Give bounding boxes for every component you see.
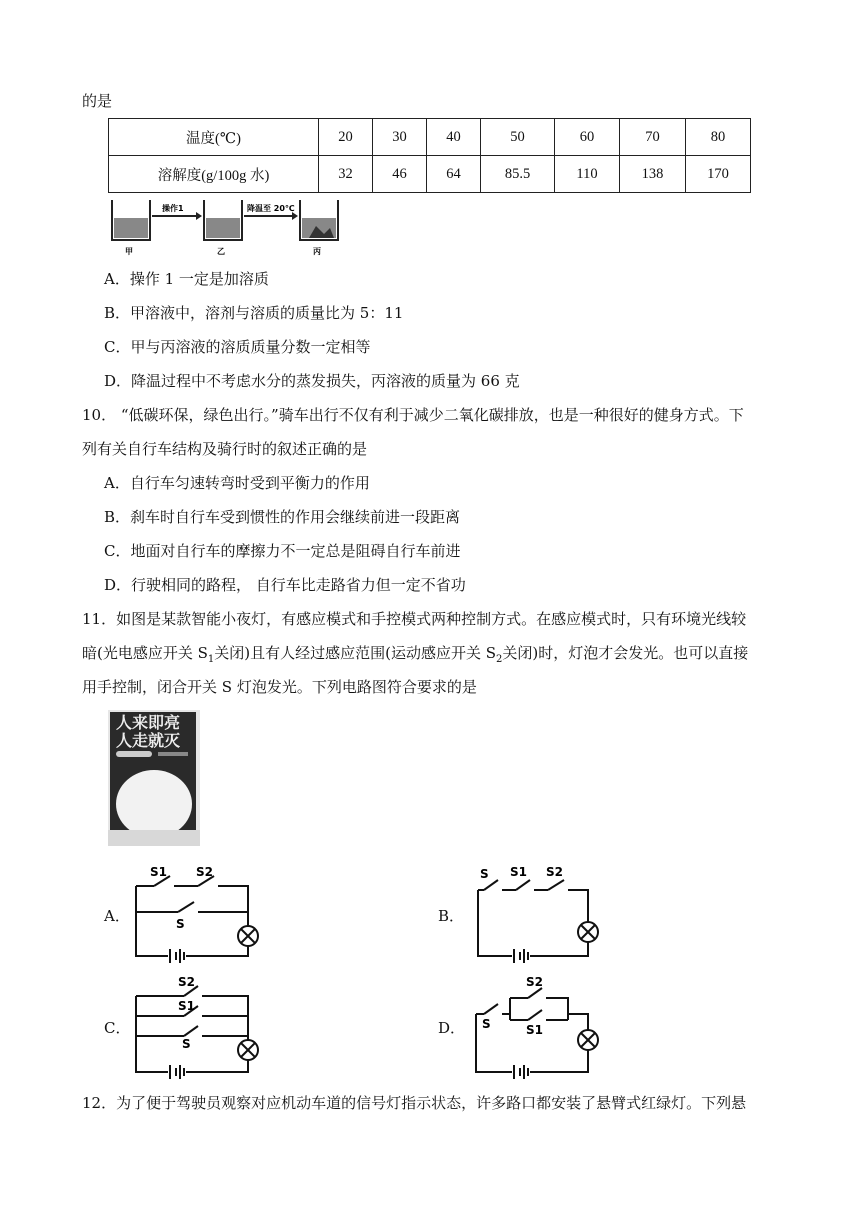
table-cell: 110 (555, 156, 620, 193)
switch-s1-label: S1 (178, 999, 195, 1013)
table-cell: 50 (481, 119, 555, 156)
circuit-a-label: A． (104, 907, 130, 925)
beaker-label-1: 甲 (125, 247, 133, 256)
op1-label: 操作1 (162, 204, 184, 213)
table-row (109, 156, 751, 193)
switch-s2-label: S2 (196, 865, 213, 879)
circuit-b (470, 860, 620, 966)
q9-option-c: C．甲与丙溶液的溶质质量分数一定相等 (104, 338, 371, 356)
q11-stem-line3: 用手控制，闭合开关 S 灯泡发光。下列电路图符合要求的是 (82, 678, 477, 696)
table-row (109, 119, 751, 156)
table-cell: 60 (555, 119, 620, 156)
table-cell: 85.5 (481, 156, 555, 193)
circuit-d-label: D． (438, 1019, 466, 1037)
table-cell: 170 (686, 156, 751, 193)
switch-s-label: S (482, 1017, 491, 1031)
circuit-a (126, 864, 276, 964)
switch-s1-label: S1 (150, 865, 167, 879)
beaker-diagram (104, 196, 364, 258)
q10-stem-line1: 10． “低碳环保，绿色出行。”骑车出行不仅有利于减少二氧化碳排放，也是一种很好的健身方式。下 (82, 406, 744, 424)
q10-option-a: A．自行车匀速转弯时受到平衡力的作用 (104, 474, 370, 492)
switch-s2-label: S2 (526, 975, 543, 989)
solubility-header: 溶解度(g/100g 水) (109, 156, 319, 193)
q9-option-a: A．操作 1 一定是加溶质 (104, 270, 269, 288)
table-cell: 46 (373, 156, 427, 193)
switch-s1-label: S1 (510, 865, 527, 879)
q10-option-d: D．行驶相同的路程， 自行车比走路省力但一定不省功 (104, 576, 466, 594)
q10-stem-line2: 列有关自行车结构及骑行时的叙述正确的是 (82, 440, 368, 458)
table-cell: 138 (620, 156, 686, 193)
beaker-label-3: 丙 (313, 247, 321, 256)
circuit-b-label: B． (438, 907, 465, 925)
night-lamp-photo (108, 710, 200, 846)
q10-option-c: C．地面对自行车的摩擦力不一定总是阻碍自行车前进 (104, 542, 461, 560)
q10-option-b: B．刹车时自行车受到惯性的作用会继续前进一段距离 (104, 508, 461, 526)
q9-option-b: B．甲溶液中，溶剂与溶质的质量比为 5：11 (104, 304, 404, 322)
q9-tail: 的是 (82, 92, 113, 110)
op2-label: 降温至 20℃ (247, 204, 295, 213)
table-cell: 40 (427, 119, 481, 156)
q11-stem-line2: 暗(光电感应开关 $S_1$关闭)且有人经过感应范围(运动感应开关 $S_2$关闭)时，灯泡才会发光。也可以直接 (82, 644, 749, 665)
switch-s2-label: S2 (546, 865, 563, 879)
temp-header: 温度(℃) (109, 119, 319, 156)
table-cell: 70 (620, 119, 686, 156)
switch-s1-label: S1 (526, 1023, 543, 1037)
solubility-table (108, 118, 751, 193)
beaker-label-2: 乙 (217, 247, 225, 256)
q12-stem-line1: 12．为了便于驾驶员观察对应机动车道的信号灯指示状态，许多路口都安装了悬臂式红绿灯。下列悬 (82, 1094, 747, 1112)
table-cell: 20 (319, 119, 373, 156)
q11-stem-line1: 11．如图是某款智能小夜灯，有感应模式和手控模式两种控制方式。在感应模式时，只有环境光线较 (82, 610, 747, 628)
circuit-d (470, 970, 620, 1082)
switch-s-label: S (182, 1037, 191, 1051)
switch-s-label: S (480, 867, 489, 881)
table-cell: 32 (319, 156, 373, 193)
lamp-text-2: 人走就灭 (116, 731, 181, 750)
table-cell: 30 (373, 119, 427, 156)
q9-option-d: D．降温过程中不考虑水分的蒸发损失，丙溶液的质量为 66 克 (104, 372, 520, 390)
circuit-c (126, 972, 276, 1082)
circuit-c-label: C． (104, 1019, 131, 1037)
table-cell: 80 (686, 119, 751, 156)
table-cell: 64 (427, 156, 481, 193)
switch-s-label: S (176, 917, 185, 931)
lamp-text-1: 人来即亮 (116, 713, 181, 732)
switch-s2-label: S2 (178, 975, 195, 989)
